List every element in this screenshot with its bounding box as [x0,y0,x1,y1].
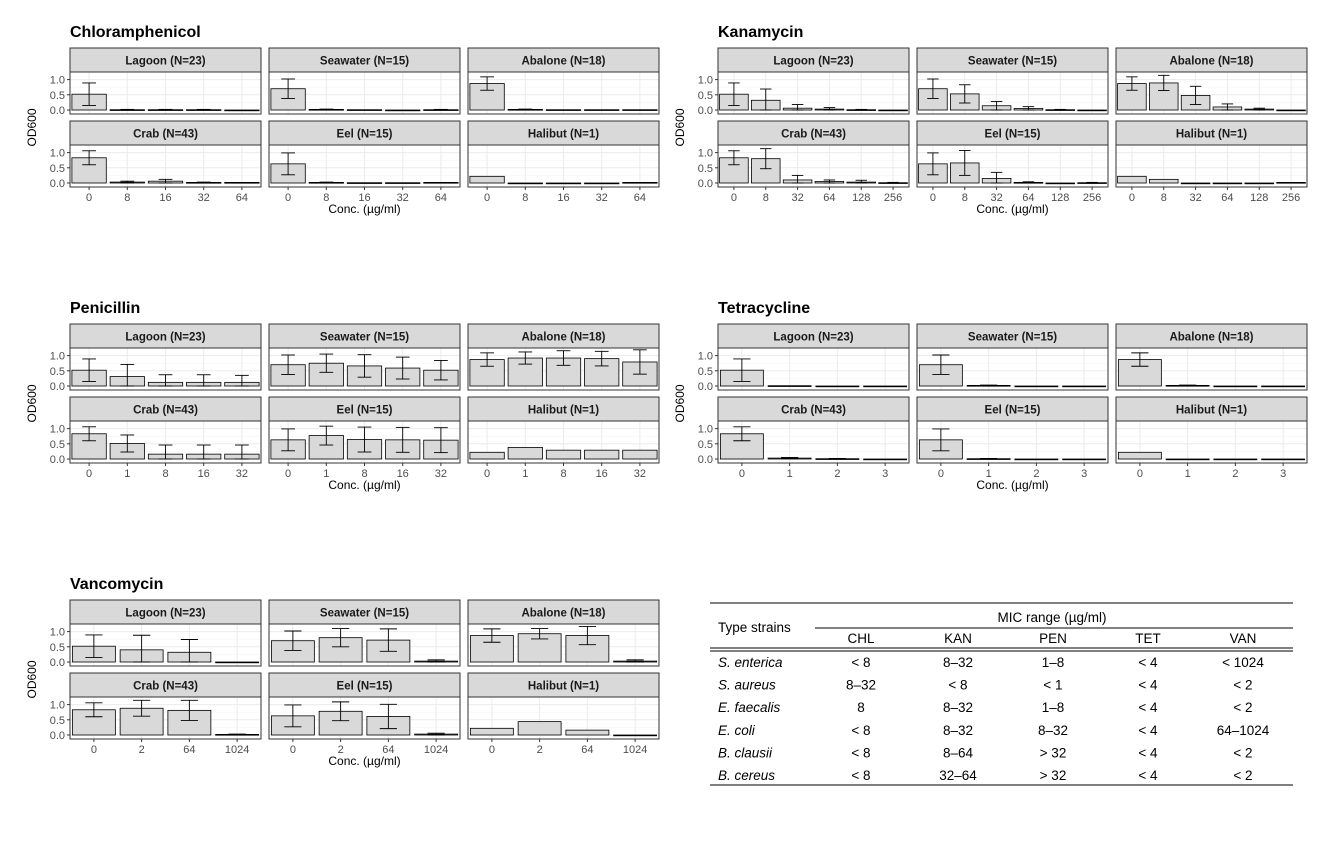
facet-seawater-n-15 [269,600,460,666]
x-tick-label: 16 [595,468,608,480]
x-tick-label: 2 [834,468,841,480]
facet-strip-label: Seawater (N=15) [319,331,410,344]
x-tick-label: 0 [738,468,745,480]
facet-strip-label: Lagoon (N=23) [773,331,854,344]
x-tick-label: 8 [124,192,131,204]
y-tick-label: 0.5 [49,162,65,175]
x-tick-label: 32 [434,468,448,480]
bar [225,182,259,183]
x-tick-label: 8 [762,192,769,204]
y-tick-label: 1.0 [697,350,713,363]
mic-value-kan: < 8 [948,677,968,693]
bar [1149,179,1178,183]
y-tick-label: 1.0 [49,423,65,436]
strain-name: B. cereus [718,768,776,783]
bar [1078,110,1107,111]
x-tick-label: 16 [557,192,570,204]
bar [508,183,542,184]
y-axis-title: OD600 [673,384,687,423]
facet-strip-label: Abalone (N=18) [1169,55,1254,68]
facet-strip-label: Abalone (N=18) [521,607,606,620]
bar [1277,110,1306,111]
bar [470,176,504,183]
x-tick-label: 2 [1033,468,1040,480]
chart-title: Kanamycin [718,24,804,41]
facet-strip-label: Lagoon (N=23) [125,331,206,344]
x-tick-label: 64 [1022,192,1035,204]
facet-seawater-n-15 [917,324,1108,390]
y-tick-label: 0.0 [49,657,65,669]
bar [585,110,619,111]
bar [216,662,259,663]
mic-value-van: < 1024 [1222,655,1264,670]
x-tick-label: 64 [633,192,647,204]
mic-value-van: < 2 [1233,768,1253,783]
mic-value-chl: < 8 [851,655,871,670]
facet-strip-label: Lagoon (N=23) [125,55,206,68]
mic-value-kan: 8–32 [942,700,974,716]
x-tick-label: 0 [937,468,944,480]
x-tick-label: 8 [361,468,368,480]
chart-title: Vancomycin [70,576,164,593]
strain-name: B. clausii [718,745,773,761]
strain-name: E. faecalis [718,700,781,716]
x-tick-label: 0 [86,468,93,480]
y-tick-label: 0.0 [697,381,713,393]
x-tick-label: 3 [882,468,889,480]
y-axis-title: OD600 [25,660,39,699]
bar [1118,176,1147,183]
facet-lagoon-n-23 [50,48,261,117]
mic-value-van: < 2 [1233,700,1253,716]
x-tick-label: 0 [86,192,93,204]
facet-strip-label: Abalone (N=18) [521,55,606,68]
x-tick-label: 32 [396,192,409,204]
mic-value-van: < 2 [1233,677,1253,693]
mic-value-tet: < 4 [1138,745,1158,761]
mic-value-tet: < 4 [1138,700,1158,716]
bar [1166,459,1209,460]
x-tick-label: 0 [1136,468,1143,480]
strain-name: S. enterica [718,655,783,670]
bar [623,110,657,111]
column-header-tet: TET [1135,631,1161,646]
bar [1063,459,1106,460]
facet-strip-label: Seawater (N=15) [967,55,1058,68]
bar [546,183,580,184]
y-tick-label: 0.5 [49,89,65,102]
y-tick-label: 1.0 [697,74,713,87]
x-tick-label: 8 [522,192,529,204]
x-tick-label: 2 [337,744,344,756]
x-tick-label: 64 [382,744,395,756]
y-tick-label: 1.0 [49,350,65,363]
facet-strip-label: Lagoon (N=23) [125,607,206,620]
bar [508,447,542,459]
x-axis-title: Conc. (µg/ml) [328,754,401,768]
x-tick-label: 1 [985,468,992,480]
bar [1262,386,1305,387]
facet-strip-label: Seawater (N=15) [967,331,1058,344]
y-tick-label: 0.5 [697,89,713,102]
chart-title: Tetracycline [718,300,811,317]
mic-value-tet: < 4 [1138,722,1158,738]
x-tick-label: 0 [90,744,97,756]
x-tick-label: 16 [396,468,409,480]
mic-value-pen: > 32 [1039,768,1067,783]
bar [546,450,580,459]
mic-value-kan: 8–32 [942,722,974,738]
x-axis-title: Conc. (µg/ml) [328,478,401,492]
x-tick-label: 64 [434,192,448,204]
mic-value-chl: 8 [857,700,865,716]
bar [1181,183,1210,184]
facet-strip-label: Eel (N=15) [984,128,1041,141]
bar [1015,459,1058,460]
x-tick-label: 32 [990,192,1003,204]
bar [470,452,504,459]
x-tick-label: 64 [581,744,594,756]
bar [347,110,381,111]
column-header-kan: KAN [944,631,972,646]
x-tick-label: 0 [484,468,491,480]
x-tick-label: 32 [633,468,647,480]
y-tick-label: 0.5 [697,162,713,175]
bar [1046,183,1075,184]
facet-abalone-n-18 [468,600,659,666]
facet-seawater-n-15 [269,324,460,390]
x-tick-label: 0 [285,468,292,480]
chart-title: Chloramphenicol [70,24,201,41]
x-tick-label: 0 [285,192,292,204]
facet-seawater-n-15 [917,48,1108,114]
facet-strip-label: Seawater (N=15) [319,607,410,620]
y-tick-label: 0.0 [49,105,65,117]
x-tick-label: 1 [323,468,330,480]
mic-value-kan: 8–32 [942,655,974,670]
facet-strip-label: Crab (N=43) [133,404,198,417]
y-tick-label: 1.0 [49,626,65,639]
x-tick-label: 1024 [622,744,648,756]
bar [225,110,259,111]
x-tick-label: 32 [1189,192,1202,204]
facet-strip-label: Crab (N=43) [781,404,846,417]
x-tick-label: 1 [786,468,793,480]
facet-strip-label: Halibut (N=1) [1175,128,1248,141]
facet-lagoon-n-23 [698,48,909,117]
column-header-chl: CHL [847,631,875,646]
x-axis-title: Conc. (µg/ml) [976,202,1049,216]
mic-value-pen: 1–8 [1041,700,1065,716]
facet-seawater-n-15 [269,48,460,114]
bar [1277,182,1306,183]
bar [1214,386,1257,387]
bar [879,110,908,111]
y-axis-title: OD600 [673,108,687,147]
facet-strip-label: Eel (N=15) [336,128,393,141]
bar [347,183,381,184]
facet-strip-label: Halibut (N=1) [1175,404,1248,417]
x-tick-label: 0 [1128,192,1135,204]
x-tick-label: 0 [289,744,296,756]
x-tick-label: 64 [1221,192,1234,204]
mic-value-tet: < 4 [1138,677,1158,693]
x-tick-label: 8 [162,468,169,480]
bar [623,450,657,459]
bar [518,722,561,735]
chart-title: Penicillin [70,300,141,317]
facet-strip-label: Halibut (N=1) [527,680,600,693]
facet-lagoon-n-23 [50,600,261,669]
strain-name: E. coli [718,722,755,738]
y-tick-label: 0.5 [49,438,65,451]
y-tick-label: 0.0 [697,454,713,466]
x-tick-label: 32 [791,192,804,204]
x-tick-label: 128 [852,192,871,204]
mic-value-chl: < 8 [851,722,871,738]
bar [864,459,907,460]
x-tick-label: 64 [183,744,196,756]
x-tick-label: 256 [1281,192,1301,204]
y-tick-label: 1.0 [49,147,65,160]
facet-lagoon-n-23 [698,324,909,393]
facet-strip-label: Eel (N=15) [336,680,393,693]
column-header-van: VAN [1229,631,1257,646]
facet-lagoon-n-23 [50,324,261,393]
facet-strip-label: Eel (N=15) [984,404,1041,417]
bar [864,386,907,387]
bar [386,183,420,184]
table-row-header: Type strains [718,620,791,635]
y-tick-label: 0.5 [49,714,65,727]
bar [1015,386,1058,387]
x-tick-label: 8 [1160,192,1167,204]
bar [1262,459,1305,460]
mic-value-pen: 8–32 [1037,722,1069,738]
y-axis-title: OD600 [25,108,39,147]
y-tick-label: 0.5 [49,365,65,378]
x-tick-label: 32 [197,192,210,204]
x-tick-label: 8 [323,192,330,204]
facet-strip-label: Abalone (N=18) [1169,331,1254,344]
x-tick-label: 128 [1250,192,1269,204]
x-tick-label: 1024 [423,744,449,756]
y-tick-label: 1.0 [697,147,713,160]
facet-strip-label: Abalone (N=18) [521,331,606,344]
x-tick-label: 3 [1081,468,1088,480]
facet-abalone-n-18 [1116,48,1307,114]
x-tick-label: 8 [560,468,567,480]
bar [614,735,657,736]
bar [470,728,513,735]
x-tick-label: 16 [159,192,172,204]
mic-value-tet: < 4 [1138,768,1158,783]
y-tick-label: 0.0 [49,178,65,190]
x-tick-label: 2 [536,744,543,756]
x-tick-label: 2 [1232,468,1239,480]
x-tick-label: 256 [1082,192,1102,204]
mic-value-pen: 1–8 [1041,655,1065,670]
x-tick-label: 8 [961,192,968,204]
y-tick-label: 1.0 [49,699,65,712]
mic-value-tet: < 4 [1138,655,1158,670]
x-tick-label: 0 [484,192,491,204]
x-tick-label: 128 [1051,192,1070,204]
x-tick-label: 0 [488,744,495,756]
y-tick-label: 0.5 [49,641,65,654]
x-axis-title: Conc. (µg/ml) [328,202,401,216]
bar [424,182,458,183]
y-tick-label: 0.5 [697,438,713,451]
x-tick-label: 1024 [224,744,250,756]
x-tick-label: 64 [823,192,836,204]
table-group-header: MIC range (µg/ml) [997,610,1107,625]
bar [546,110,580,111]
bar [1245,183,1274,184]
x-tick-label: 1 [522,468,529,480]
x-tick-label: 0 [929,192,936,204]
y-tick-label: 0.5 [697,365,713,378]
facet-abalone-n-18 [1116,324,1307,390]
column-header-pen: PEN [1039,631,1067,646]
bar [386,110,420,111]
mic-value-chl: 8–32 [845,677,877,693]
y-tick-label: 1.0 [49,74,65,87]
x-tick-label: 256 [883,192,903,204]
x-tick-label: 64 [235,192,249,204]
bar [566,730,609,735]
bar [1214,459,1257,460]
mic-value-van: < 2 [1233,745,1253,761]
mic-value-pen: > 32 [1039,745,1067,761]
bar [768,386,811,387]
bar [585,183,619,184]
mic-value-chl: < 8 [851,745,871,761]
y-tick-label: 0.0 [49,730,65,742]
facet-strip-label: Crab (N=43) [133,128,198,141]
x-tick-label: 3 [1280,468,1287,480]
bar [1213,183,1242,184]
facet-strip-label: Crab (N=43) [133,680,198,693]
facet-abalone-n-18 [468,48,659,114]
mic-value-van: 64–1024 [1216,722,1270,738]
facet-strip-label: Crab (N=43) [781,128,846,141]
y-tick-label: 0.0 [49,454,65,466]
y-axis-title: OD600 [25,384,39,423]
mic-value-kan: 32–64 [939,768,977,783]
x-tick-label: 32 [595,192,608,204]
bar [1118,452,1161,459]
x-tick-label: 16 [197,468,210,480]
strain-name: S. aureus [718,677,776,693]
bar [816,386,859,387]
facet-strip-label: Eel (N=15) [336,404,393,417]
y-tick-label: 1.0 [697,423,713,436]
facet-strip-label: Halibut (N=1) [527,404,600,417]
x-tick-label: 1 [1184,468,1191,480]
y-tick-label: 0.0 [49,381,65,393]
mic-value-chl: < 8 [851,768,871,783]
mic-value-pen: < 1 [1043,677,1063,693]
bar [1063,386,1106,387]
y-tick-label: 0.0 [697,105,713,117]
facet-strip-label: Halibut (N=1) [527,128,600,141]
x-tick-label: 0 [730,192,737,204]
x-tick-label: 2 [138,744,145,756]
x-tick-label: 32 [235,468,249,480]
facet-abalone-n-18 [468,324,659,390]
x-tick-label: 1 [124,468,131,480]
x-tick-label: 16 [358,192,371,204]
facet-strip-label: Seawater (N=15) [319,55,410,68]
mic-value-kan: 8–64 [942,745,974,761]
x-axis-title: Conc. (µg/ml) [976,478,1049,492]
facet-strip-label: Lagoon (N=23) [773,55,854,68]
bar [585,450,619,459]
bar [623,182,657,183]
y-tick-label: 0.0 [697,178,713,190]
